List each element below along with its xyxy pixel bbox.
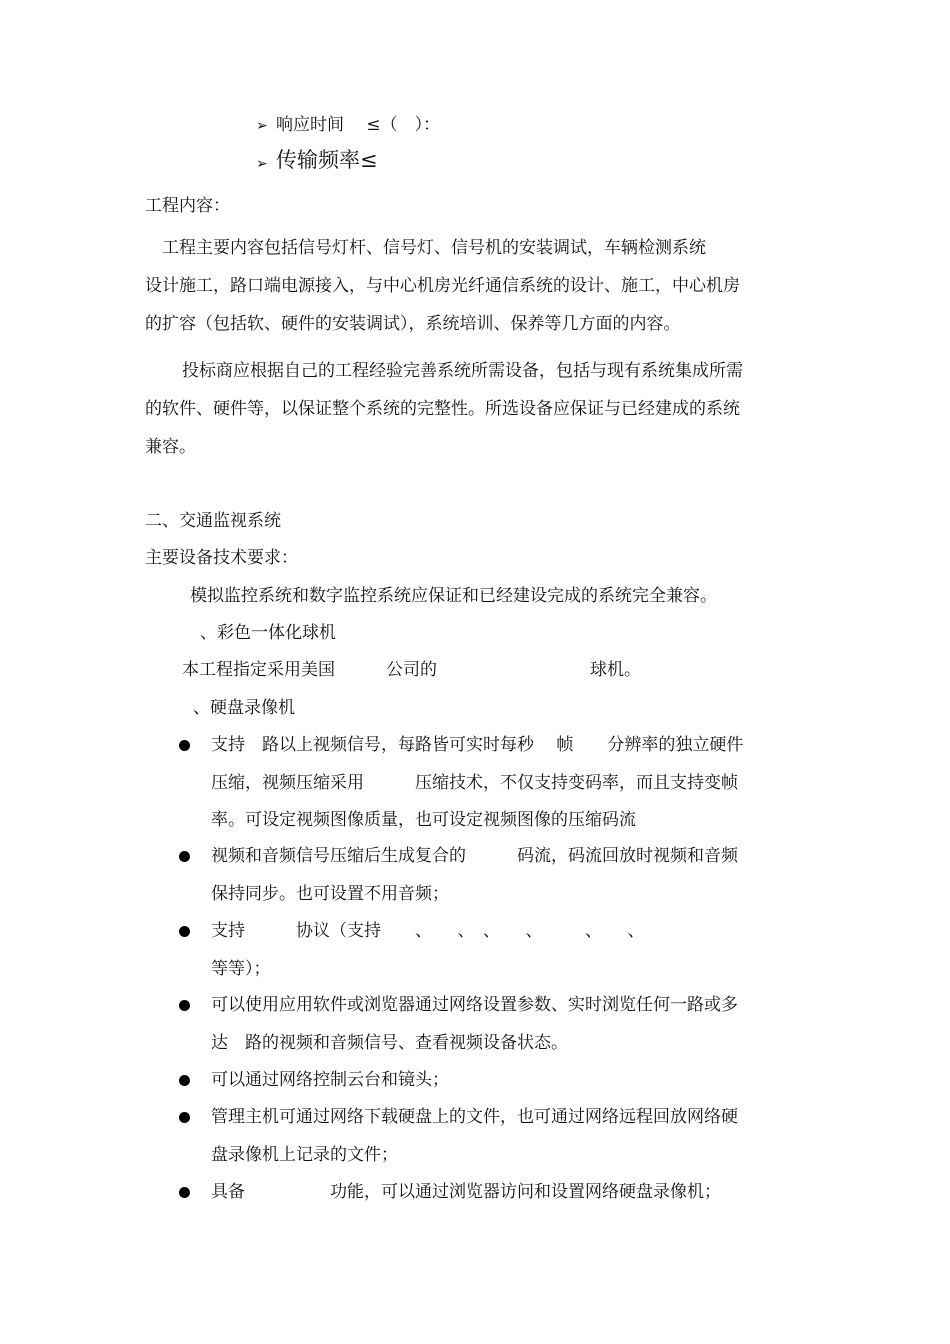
project-para1-line: 的扩容（包括软、硬件的安装调试），系统培训、保养等几方面的内容。 (145, 314, 681, 334)
bullet-text: 视频和音频信号压缩后生成复合的 码流，码流回放时视频和音频 (211, 846, 738, 866)
bullet-dot (179, 1187, 190, 1198)
project-para2-line: 的软件、硬件等，以保证整个系统的完整性。所选设备应保证与已经建成的系统 (145, 399, 740, 419)
bullet-dot (179, 1075, 190, 1086)
bullet-text: 可以通过网络控制云台和镜头； (211, 1070, 449, 1090)
bullet-dot (179, 1112, 190, 1123)
bullet-dot (179, 740, 190, 751)
bullet-text: 支持 路以上视频信号，每路皆可实时每秒 帧 分辨率的独立硬件 (211, 735, 744, 755)
dvr-item-heading: 、硬盘录像机 (193, 698, 295, 718)
camera-note: 本工程指定采用美国 公司的 球机。 (182, 660, 641, 680)
bullet-text: 可以使用应用软件或浏览器通过网络设置参数、实时浏览任何一路或多 (211, 995, 738, 1015)
bullet-dot (179, 926, 190, 937)
bullet-text: 管理主机可通过网络下载硬盘上的文件，也可通过网络远程回放网络硬 (211, 1107, 738, 1127)
response-time-spec: 响应时间 ≤（ ）： (276, 115, 441, 135)
transmission-rate-spec: 传输频率≤ (276, 148, 378, 172)
bullet-text: 保持同步。也可设置不用音频； (211, 884, 449, 904)
camera-item-heading: 、彩色一体化球机 (200, 623, 336, 643)
arrow-bullet-icon: ➢ (256, 118, 268, 134)
project-para2-line: 兼容。 (145, 437, 196, 457)
compat-text: 模拟监控系统和数字监控系统应保证和已经建设完成的系统完全兼容。 (190, 586, 717, 606)
arrow-bullet-icon: ➢ (256, 156, 268, 172)
project-para1-line: 工程主要内容包括信号灯杆、信号灯、信号机的安装调试，车辆检测系统 (145, 238, 706, 258)
section-heading: 二、交通监视系统 (145, 511, 281, 531)
bullet-text: 达 路的视频和音频信号、查看视频设备状态。 (211, 1033, 568, 1053)
project-para1-line: 设计施工，路口端电源接入，与中心机房光纤通信系统的设计、施工，中心机房 (145, 276, 740, 296)
bullet-text: 支持 协议（支持 、 、 、 、 、 、 (211, 921, 645, 941)
bullet-text: 率。可设定视频图像质量，也可设定视频图像的压缩码流 (211, 810, 636, 830)
project-heading: 工程内容： (145, 196, 230, 216)
requirements-heading: 主要设备技术要求： (145, 548, 298, 568)
bullet-text: 盘录像机上记录的文件； (211, 1145, 398, 1165)
bullet-text: 具备 功能，可以通过浏览器访问和设置网络硬盘录像机； (211, 1182, 721, 1202)
bullet-text: 压缩，视频压缩采用 压缩技术，不仅支持变码率，而且支持变帧 (211, 773, 738, 793)
bullet-dot (179, 1000, 190, 1011)
bullet-text: 等等）； (211, 959, 271, 979)
bullet-dot (179, 851, 190, 862)
project-para2-line: 投标商应根据自己的工程经验完善系统所需设备，包括与现有系统集成所需 (182, 361, 743, 381)
